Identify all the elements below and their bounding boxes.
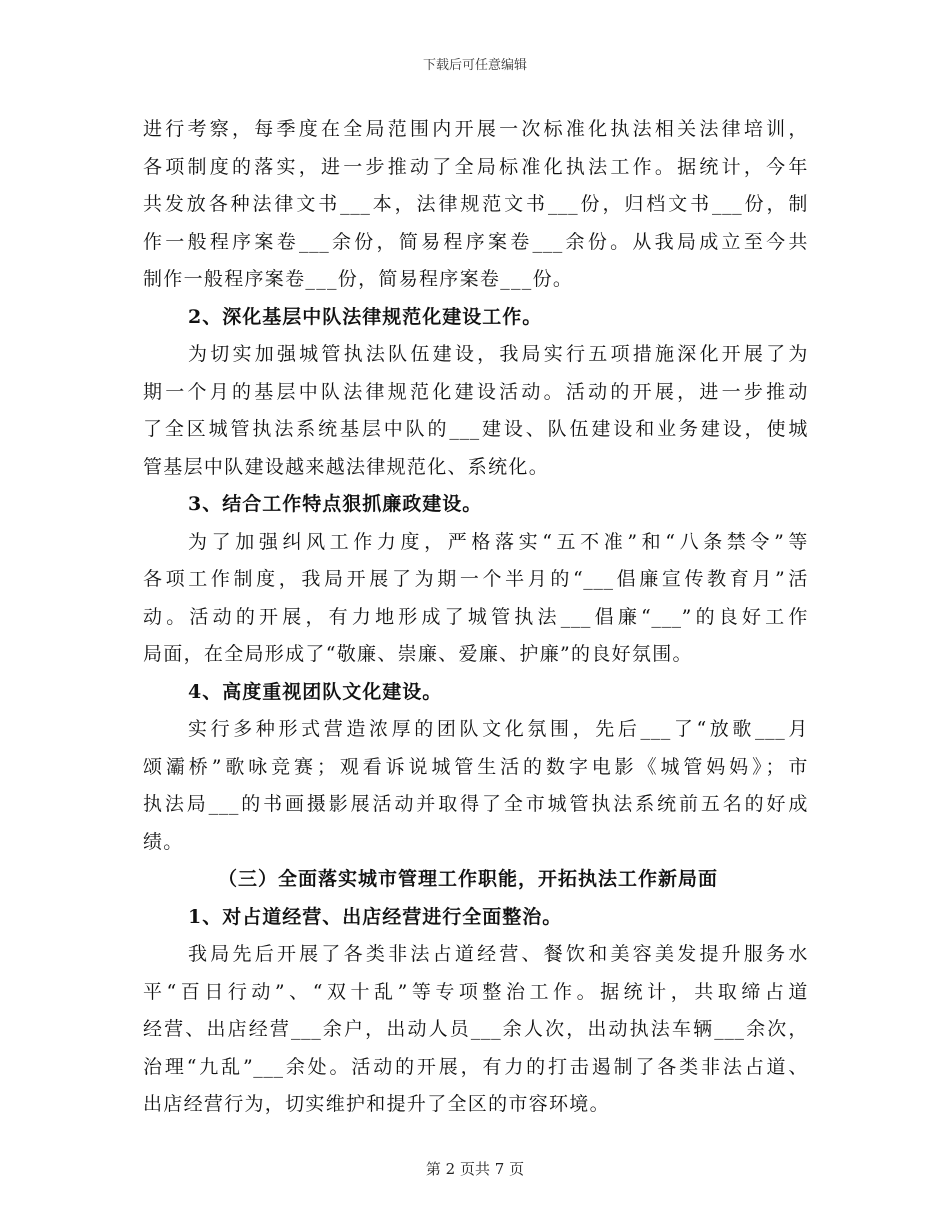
text-line: 2、深化基层中队法律规范化建设工作。 [188, 305, 543, 328]
text-line: 执法局___的书画摄影展活动并取得了全市城管执法系统前五名的好成 [143, 793, 808, 815]
text-line: 局面，在全局形成了“敬廉、崇廉、爱廉、护廉”的良好氛围。 [143, 643, 693, 665]
text-line: 出店经营行为，切实维护和提升了全区的市容环境。 [143, 1093, 610, 1115]
text-line: 为切实加强城管执法队伍建设，我局实行五项措施深化开展了为 [188, 343, 808, 365]
text-line: 进行考察，每季度在全局范围内开展一次标准化执法相关法律培训， [143, 118, 808, 140]
text-line: 为了加强纠风工作力度，严格落实“五不准”和“八条禁令”等 [188, 530, 808, 553]
text-line: 4、高度重视团队文化建设。 [188, 680, 443, 703]
text-line: 作一般程序案卷___余份，简易程序案卷___余份。从我局成立至今共 [143, 230, 808, 253]
text-line: 动。活动的开展，有力地形成了城管执法___倡廉“___”的良好工作 [143, 605, 808, 628]
text-line: 共发放各种法律文书___本，法律规范文书___份，归档文书___份，制 [143, 193, 808, 215]
text-line: 1、对占道经营、出店经营进行全面整治。 [188, 905, 563, 928]
text-line: 管基层中队建设越来越法律规范化、系统化。 [143, 455, 550, 478]
text-line: 各项制度的落实，进一步推动了全局标准化执法工作。据统计，今年 [143, 155, 808, 178]
text-line: 治理“九乱”___余处。活动的开展，有力的打击遏制了各类非法占道、 [143, 1055, 808, 1078]
page-header: 下载后可任意编辑 [422, 58, 527, 73]
text-line: 期一个月的基层中队法律规范化建设活动。活动的开展，进一步推动 [143, 380, 808, 403]
text-line: （三）全面落实城市管理工作职能，开拓执法工作新局面 [218, 868, 719, 890]
text-line: 绩。 [143, 830, 184, 853]
page-footer: 第 2 页共 7 页 [425, 1160, 525, 1178]
text-line: 了全区城管执法系统基层中队的___建设、队伍建设和业务建设，使城 [143, 418, 808, 440]
text-line: 经营、出店经营___余户，出动人员___余人次，出动执法车辆___余次， [143, 1018, 808, 1040]
text-line: 颂灞桥”歌咏竞赛；观看诉说城管生活的数字电影《城管妈妈》；市 [143, 755, 808, 778]
text-line: 制作一般程序案卷___份，简易程序案卷___份。 [143, 268, 574, 290]
text-line: 我局先后开展了各类非法占道经营、餐饮和美容美发提升服务水 [188, 943, 808, 965]
document-body [143, 111, 808, 1124]
text-line: 各项工作制度，我局开展了为期一个半月的“___倡廉宣传教育月”活 [143, 568, 808, 590]
text-line: 3、结合工作特点狠抓廉政建设。 [188, 493, 483, 515]
text-line: 实行多种形式营造浓厚的团队文化氛围，先后___了“放歌___月 [188, 718, 808, 740]
text-line: 平“百日行动”、“双十乱”等专项整治工作。据统计，共取缔占道 [143, 980, 808, 1003]
